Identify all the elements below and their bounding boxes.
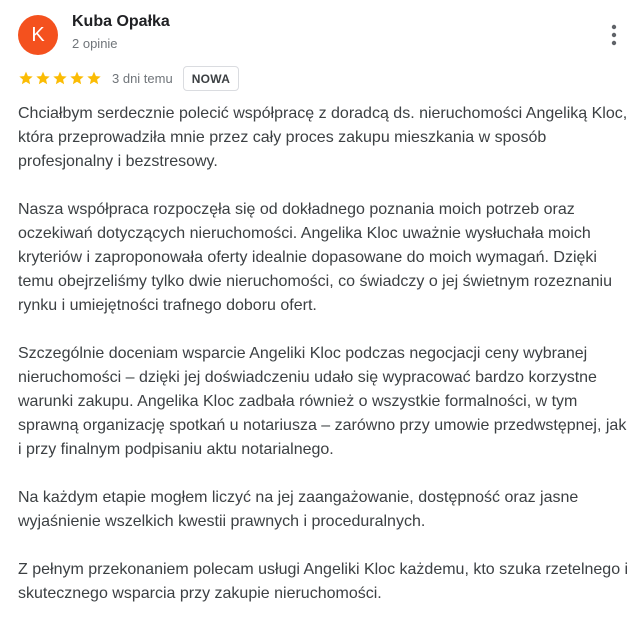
author-review-count: 2 opinie (72, 36, 118, 51)
star-icon (35, 70, 51, 86)
star-icon (69, 70, 85, 86)
author-name[interactable]: Kuba Opałka (72, 13, 170, 30)
review-text (18, 102, 633, 606)
review-paragraph: Z pełnym przekonaniem polecam usługi Angeliki Kloc każdemu, kto szuka rzetelnego i skutecznego wsparcia przy zakupie nieruchomości. (18, 561, 629, 602)
more-options-button[interactable] (600, 18, 628, 58)
new-badge: NOWA (183, 66, 240, 91)
more-vertical-icon (600, 18, 628, 58)
review-date: 3 dni temu (112, 70, 173, 86)
review-paragraph: Szczególnie doceniam wsparcie Angeliki Kloc podczas negocjacji ceny wybranej nieruchomości – dzięki jej doświadczeniu udało się wypracować bardzo korzystne warunki zakupu. Angelika Kloc zadbała również o wszystkie formalności, w tym sprawną organizację spotkań u notariusza – zarówno przy umowie przedwstępnej, jak i przy finalnym podpisaniu aktu notarialnego. (18, 345, 627, 458)
star-icon (86, 70, 102, 86)
star-rating (18, 70, 102, 86)
avatar[interactable]: K (18, 15, 58, 55)
review-paragraph: Na każdym etapie mogłem liczyć na jej zaangażowanie, dostępność oraz jasne wyjaśnienie wszelkich kwestii prawnych i proceduralnych. (18, 489, 579, 530)
star-icon (52, 70, 68, 86)
rating-row (18, 65, 239, 91)
review-paragraph: Nasza współpraca rozpoczęła się od dokładnego poznania moich potrzeb oraz oczekiwań dotyczących nieruchomości. Angelika Kloc uważnie wysłuchała moich kryteriów i zaproponowała oferty idealnie dopasowane do moich wymagań. Dzięki temu obejrzeliśmy tylko dwie nieruchomości, co świadczy o jej świetnym rozeznaniu rynku i umiejętności trafnego doboru ofert. (18, 201, 613, 314)
review-paragraph: Chciałbym serdecznie polecić współpracę z doradcą ds. nieruchomości Angeliką Kloc, która przeprowadziła mnie przez cały proces zakupu mieszkania w sposób profesjonalny i bezstresowy. (18, 105, 628, 170)
star-icon (18, 70, 34, 86)
